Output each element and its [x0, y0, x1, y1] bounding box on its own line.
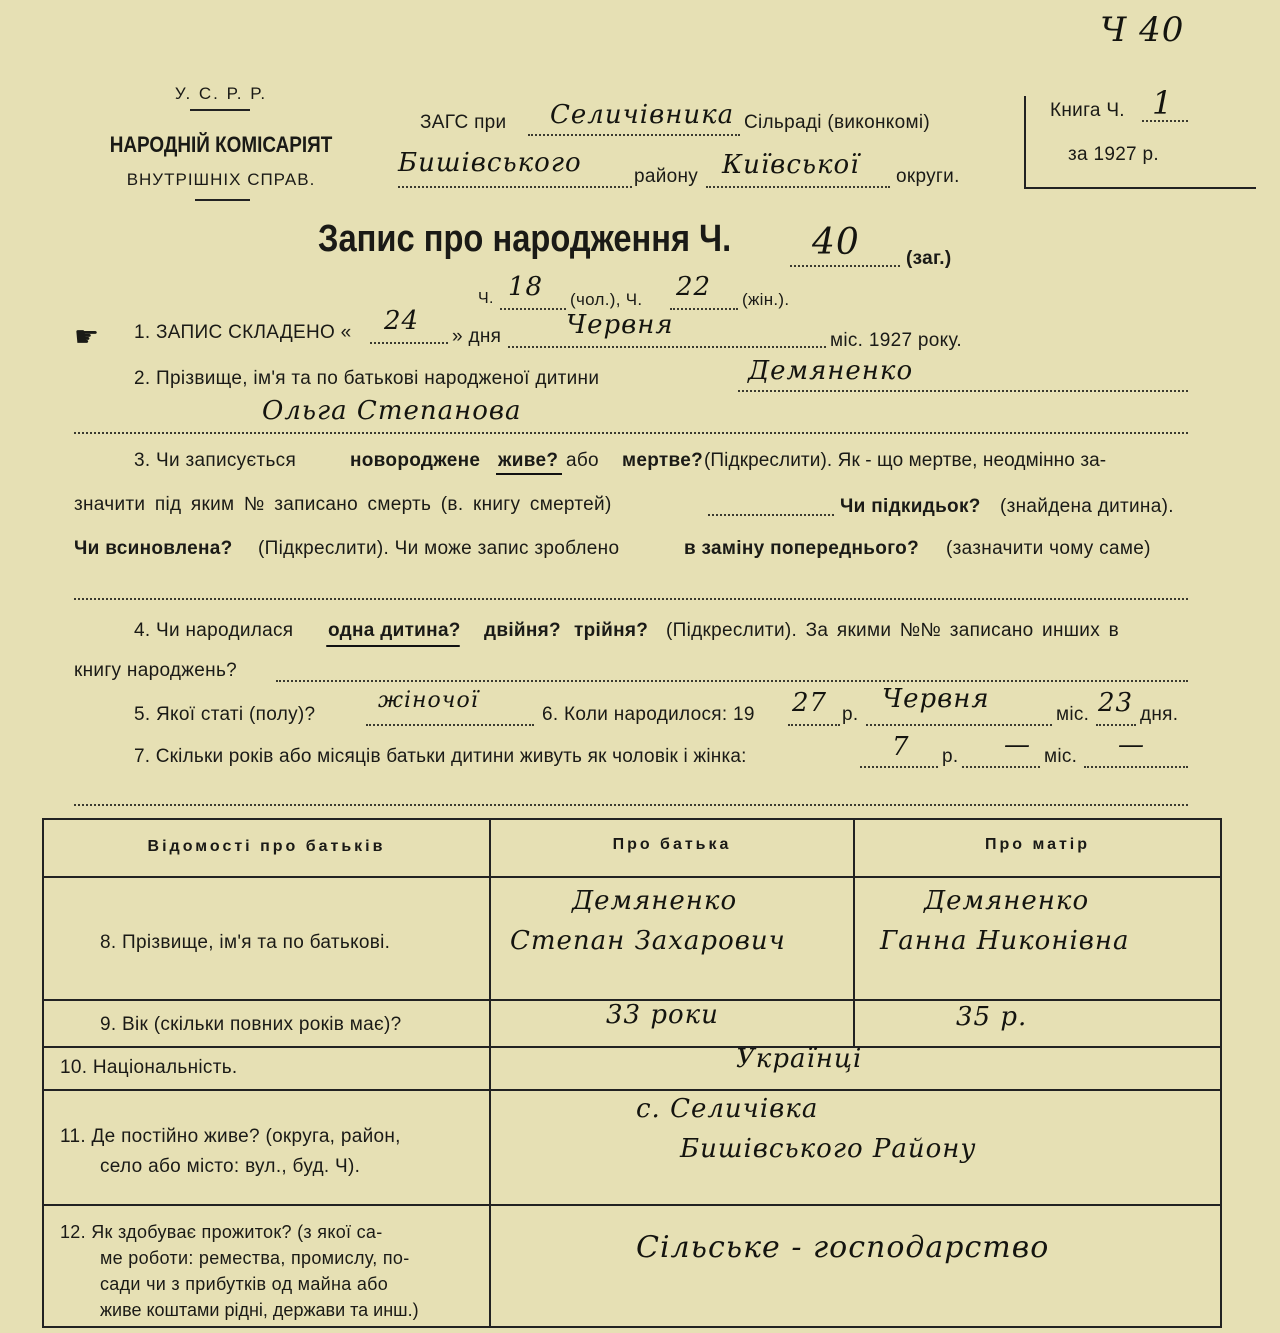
f3-l2-c: (знайдена дитина).	[1000, 496, 1174, 517]
table-row-line-1	[42, 876, 1222, 878]
divider-bottom	[195, 199, 250, 201]
district-name: Бишівського	[398, 148, 582, 178]
ch-label: Ч.	[478, 290, 494, 307]
f3-l3-c: в заміну попереднього?	[684, 538, 919, 559]
f3-l2-a: значити під яким № записано смерть (в. книгу смертей)	[74, 494, 612, 515]
f3-l2-b: Чи підкидьок?	[840, 496, 981, 517]
f3-l1-e: мертве?	[622, 450, 703, 471]
commissariat-label: НАРОДНІЙ КОМІСАРІЯТ	[109, 132, 333, 157]
f5-value: жіночої	[378, 688, 479, 713]
row12-label-1: 12. Як здобуває прожиток? (з якої са-	[60, 1222, 383, 1242]
row9-father: 33 роки	[606, 1000, 719, 1030]
district-label: району	[634, 166, 699, 187]
f2-line-1	[738, 390, 1188, 392]
row11-district: Бишівського Району	[680, 1134, 977, 1164]
f4-line	[276, 680, 1188, 682]
f4-l1-a: 4. Чи народилася	[134, 620, 294, 641]
title-number: 40	[812, 222, 860, 263]
f7-months-dash: —	[1118, 730, 1145, 760]
f1-tail: міс. 1927 року.	[830, 330, 962, 351]
f6-month: Червня	[882, 684, 990, 714]
title-total-label: (заг.)	[906, 248, 952, 269]
row11-label-1: 11. Де постійно живе? (округа, район,	[60, 1126, 401, 1147]
f4-l1-b: одна дитина?	[328, 620, 461, 641]
f6-mis: міс.	[1056, 704, 1090, 725]
table-row-line-3	[42, 1046, 1222, 1048]
zags-prefix: ЗАГС при	[420, 112, 507, 133]
f6-day: 23	[1098, 688, 1134, 718]
divider-top	[190, 109, 250, 111]
row12-label-3: сади чи з прибутків од майна або	[100, 1274, 389, 1294]
f4-underline	[326, 645, 460, 647]
f5-label: 5. Якої статі (полу)?	[134, 704, 316, 725]
ussr-label: У. С. Р. Р.	[174, 84, 268, 103]
row10-label: 10. Національність.	[60, 1057, 238, 1078]
f6-year: 27	[792, 688, 828, 718]
f6-month-line	[866, 724, 1052, 726]
row9-label: 9. Вік (скільки повних років має)?	[100, 1014, 402, 1035]
row8-mother-name: Ганна Никонівна	[880, 926, 1130, 956]
dept-label: ВНУТРІШНІХ СПРАВ.	[126, 170, 316, 189]
f6-year-line	[788, 724, 840, 726]
f7-r: р.	[942, 746, 959, 767]
okrug-name: Київської	[722, 150, 860, 180]
table-row-line-5	[42, 1204, 1222, 1206]
row12-label-4: живе коштами рідні, держави та инш.)	[100, 1300, 419, 1320]
f1-day: 24	[384, 306, 420, 336]
f3-l1-f: (Підкреслити). Як - що мертве, неодмінно за-	[704, 450, 1107, 471]
f6-day-line	[1096, 724, 1136, 726]
row11-label-2: село або місто: вул., буд. Ч).	[100, 1156, 361, 1177]
district-line	[398, 186, 632, 188]
f7-months: —	[1004, 730, 1031, 760]
book-label: Книга Ч.	[1050, 100, 1125, 121]
f2-name: Ольга Степанова	[262, 396, 522, 426]
corner-note: Ч 40	[1100, 10, 1185, 50]
f6-label: 6. Коли народилося: 19	[542, 704, 755, 725]
f1-day-line	[370, 342, 448, 344]
f4-l1-e: (Підкреслити). За якими №№ записано инших в	[666, 620, 1119, 641]
f6-r: р.	[842, 704, 859, 725]
f7-tail-line	[1084, 766, 1188, 768]
f2-surname: Демяненко	[748, 356, 914, 386]
f1-label: 1. ЗАПИС СКЛАДЕНО «	[134, 322, 352, 343]
f3-l3-a: Чи всиновлена?	[74, 538, 233, 559]
f7-months-line	[962, 766, 1040, 768]
table-col-divider-1	[489, 818, 491, 1328]
f7-line-2	[74, 804, 1188, 806]
f7-years: 7	[892, 732, 910, 762]
table-header-father: Про батька	[612, 836, 732, 853]
f7-mis: міс.	[1044, 746, 1078, 767]
village-name: Селичівника	[550, 100, 735, 130]
page-title: Запис про народження Ч.	[318, 218, 732, 260]
f7-label: 7. Скільки років або місяців батьки дитини живуть як чоловік і жінка:	[134, 746, 747, 767]
f1-month-line	[508, 346, 826, 348]
f3-l1-c: живе?	[498, 450, 559, 471]
book-box-bottom	[1024, 187, 1256, 189]
book-box-left	[1024, 96, 1026, 188]
table-header-info: Відомості про батьків	[147, 838, 386, 855]
row12-label-2: ме роботи: ремества, промислу, по-	[100, 1248, 410, 1268]
row8-mother-surname: Демяненко	[924, 886, 1090, 916]
row8-label: 8. Прізвище, ім'я та по батькові.	[100, 932, 391, 953]
pointing-hand-icon: ☛	[74, 321, 100, 352]
f4-l1-d: трійня?	[574, 620, 649, 641]
table-header-mother: Про матір	[984, 836, 1091, 853]
book-number: 1	[1152, 84, 1174, 122]
okrug-line	[706, 186, 890, 188]
title-number-line	[790, 265, 900, 267]
f1-month: Червня	[566, 310, 674, 340]
row8-father-name: Степан Захарович	[510, 926, 786, 956]
row10-value: Українці	[736, 1044, 863, 1074]
male-count: 18	[508, 272, 544, 302]
village-suffix: Сільраді (виконкомі)	[744, 112, 930, 133]
village-line	[528, 134, 740, 136]
f3-l1-d: або	[566, 450, 599, 471]
row9-mother: 35 р.	[956, 1002, 1028, 1032]
f3-death-line	[708, 514, 834, 516]
table-col-divider-2b	[853, 1001, 855, 1046]
f4-l2: книгу народжень?	[74, 660, 238, 681]
okrug-label: округи.	[896, 166, 960, 187]
male-label: (чол.), Ч.	[570, 290, 643, 309]
f3-l3-d: (зазначити чому саме)	[946, 538, 1151, 559]
f2-label: 2. Прізвище, ім'я та по батькові народженої дитини	[134, 368, 600, 389]
book-year: за 1927 р.	[1068, 144, 1159, 165]
row8-father-surname: Демяненко	[572, 886, 738, 916]
row12-value: Сільське - господарство	[636, 1230, 1050, 1265]
female-label: (жін.).	[742, 290, 790, 309]
f1-day-suffix: » дня	[452, 326, 502, 347]
table-row-line-4	[42, 1089, 1222, 1091]
f3-reason-line	[74, 598, 1188, 600]
f6-dnya: дня.	[1140, 704, 1179, 725]
f4-l1-c: двійня?	[484, 620, 561, 641]
f7-years-line	[860, 766, 938, 768]
row11-village: с. Селичівка	[636, 1094, 819, 1124]
f3-l3-b: (Підкреслити). Чи може запис зроблено	[258, 538, 620, 559]
f2-line-2	[74, 432, 1188, 434]
f3-l1-b: новороджене	[350, 450, 481, 471]
male-line	[500, 308, 566, 310]
f3-underline	[496, 473, 562, 475]
f3-l1-a: 3. Чи записується	[134, 450, 297, 471]
f5-line	[366, 724, 534, 726]
female-count: 22	[676, 272, 712, 302]
female-line	[670, 308, 738, 310]
